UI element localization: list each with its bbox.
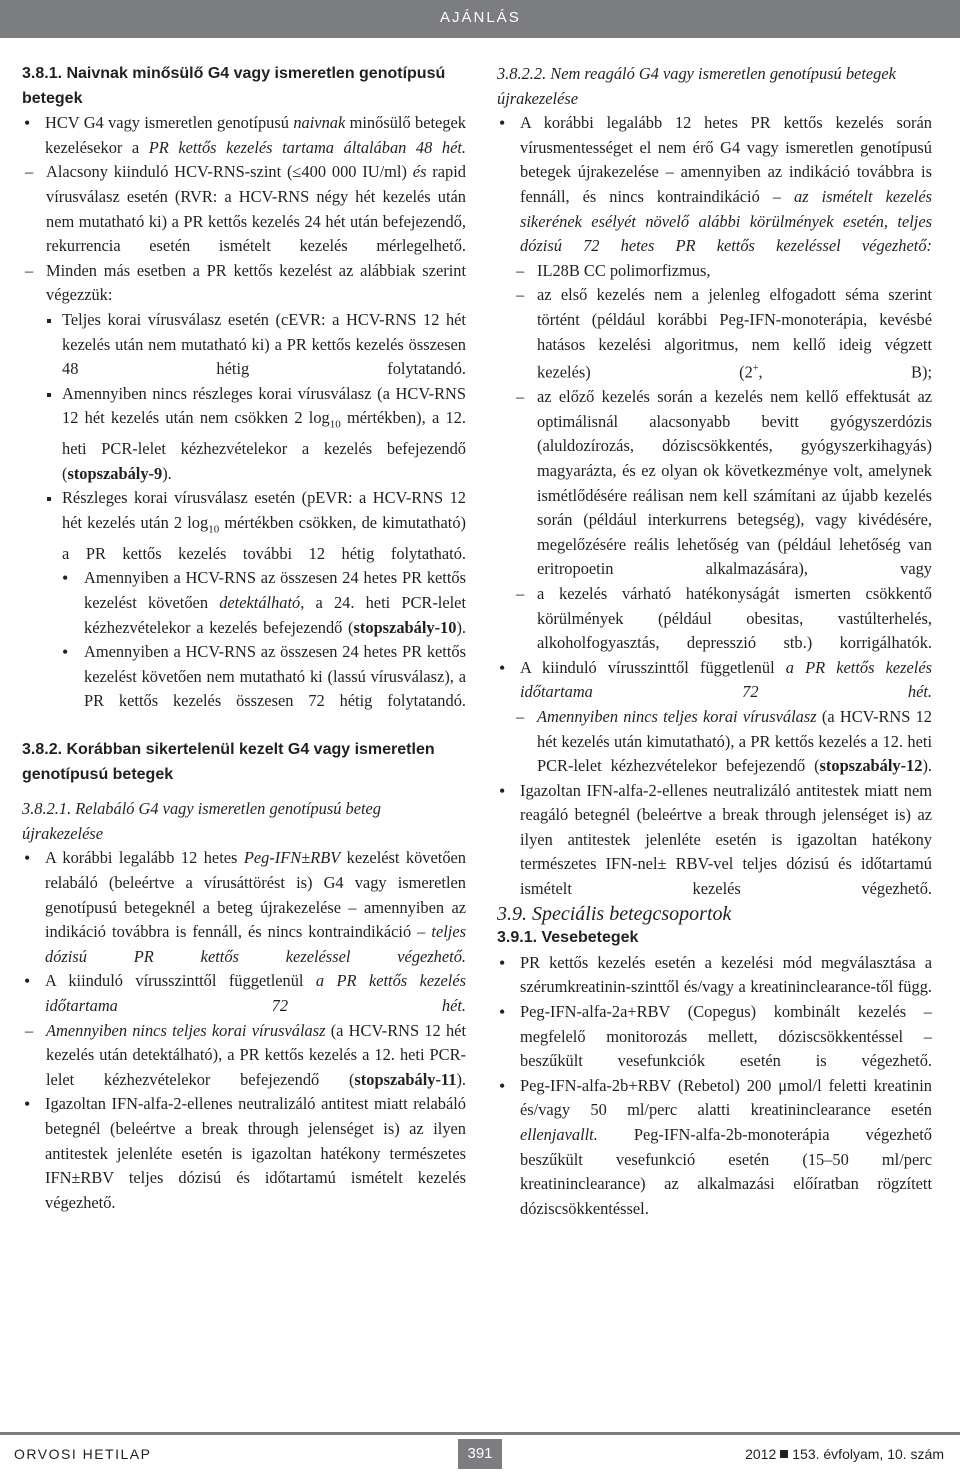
bullet-rebetol: • Peg-IFN-alfa-2b+RBV (Rebetol) 200 μmol/l feletti kreatinin és/vagy 50 ml/perc alatti kreatininclearance esetén ellenjavallt. Peg-IFN-alfa-2b-monoterápia végezhető beszűkült vesefunkció esetén (15–50 ml/perc kreatininclearance) az alkalmazási előíratban rögzített dóziscsökkentéssel. (497, 1074, 932, 1222)
bullet-copegus: • Peg-IFN-alfa-2a+RBV (Copegus) kombinált kezelés – megfelelő monitorozás mellett, dóziscsökkentéssel – beszűkült vesefunkciók esetén is végezhető. (497, 1000, 932, 1074)
bullet-g4-naive: • HCV G4 vagy ismeretlen genotípusú naivnak minősülő betegek kezelésekor a PR kettős kezelés tartama általában 48 hét. (22, 111, 466, 160)
heading-3-8-2-2: 3.8.2.2. Nem reagáló G4 vagy ismeretlen genotípusú betegek újrakezelése (497, 64, 896, 108)
top-banner (0, 0, 960, 38)
bullet-kidney-choice: • PR kettős kezelés esetén a kezelési mód megválasztása a szérumkreatinin-szinttől és/vagy a kreatininclearance-től függ. (497, 951, 932, 1000)
square-separator-icon (780, 1450, 788, 1458)
heading-3-9: 3.9. Speciális betegcsoportok (497, 902, 732, 925)
right-column (497, 62, 932, 1221)
dash-stop-12: – Amennyiben nincs teljes korai vírusválasz (a HCV-RNS 12 hét kezelés után kimutatható), a PR kettős kezelés a 12. heti PCR-lelet kézhezvételekor befejezendő (stopszabály-12). (497, 705, 932, 779)
dash-low-viral-load: – Alacsony kiinduló HCV-RNS-szint (≤400 000 IU/ml) és rapid vírusválasz esetén (RVR: a HCV-RNS négy hét kezelés után nem mutatható ki) a PR kettős kezelés 24 hét után befejezendő, rekurrencia esetén ismételt kezelés mérlegelhető. (22, 160, 466, 258)
bullet-neutralizing-antibody-nonresponse: • Igazoltan IFN-alfa-2-ellenes neutralizáló antitestek miatt nem reagáló betegnél (beleértve a break through jelenséget is) az ilyen antitestek jelenléte esetén is igazoltan hatékony természetes IFN-nel± RBV-vel teljes dózisú és időtartamú ismételt kezelés végezhető. (497, 779, 932, 902)
section-label: AJÁNLÁS (440, 9, 521, 26)
left-column (22, 62, 466, 1215)
dash-il28b: – IL28B CC polimorfizmus, (497, 259, 932, 284)
issue-info: 2012 153. évfolyam, 10. szám (745, 1446, 944, 1462)
bullet-nonresponder-retreatment: • A korábbi legalább 12 hetes PR kettős kezelés során vírusmentességet el nem érő G4 vagy ismeretlen genotípusú betegek újrakezelése – amennyiben az indikáció továbbra is fennáll, és nincs kontraindikáció – az ismételt kezelés sikerének esélyét növelő alábbi körülmények esetén, teljes dózisú 72 hetes PR kettős kezeléssel végezhető: (497, 111, 932, 259)
bullet-slow-response: • Amennyiben a HCV-RNS az összesen 24 hetes PR kettős kezelést követően nem mutatható ki (lassú vírusválasz), a PR kettős kezelés összesen 72 hétig folytatandó. (22, 640, 466, 714)
dash-correctable-factors: – a kezelés várható hatékonyságát ismerten csökkentő körülmények (például obesitas, vastúlterhelés, alkoholfogyasztás, depresszió stb.) korrigálhatók. (497, 582, 932, 656)
dash-underdosing: – az előző kezelés során a kezelés nem kellő effektusát az optimálisnál alacsonyabb bevitt gyógyszerdózis (aluldozírozás, dóziscsökkentés, gyógyszerkihagyás) magyarázta, és ez olyan ok következménye volt, amelynek ismétlődésére reálisan nem kell számítani az újabb kezelés során (például interkurrens betegség), vagy kivédésére, megelőzésére reális lehetőség van (például lehetőség van eritropoetin alkalmazására), vagy (497, 385, 932, 582)
page-number: 391 (458, 1439, 502, 1469)
bullet-relapse-retreatment: • A korábbi legalább 12 hetes Peg-IFN±RBV kezelést követően relabáló (beleértve a vírusáttörést is) G4 vagy ismeretlen genotípusú betegeknél a beteg újrakezelése – amennyiben az indikáció továbbra is fennáll, és nincs kontraindikáció – teljes dózisú PR kettős kezeléssel végezhető. (22, 846, 466, 969)
square-item-no-evr: Amennyiben nincs részleges korai vírusválasz (a HCV-RNS 12 hét kezelés után nem csökken 2 $\log_{10}$ mértékben), a 12. heti PCR-lelet kézhezvételekor a kezelés befejezendő (stopszabály-9). (22, 382, 466, 487)
bullet-nonresponder-duration: • A kiinduló vírusszinttől függetlenül a PR kettős kezelés időtartama 72 hét. (497, 656, 932, 705)
journal-name: ORVOSI HETILAP (14, 1446, 152, 1462)
dash-stop-11: – Amennyiben nincs teljes korai vírusválasz (a HCV-RNS 12 hét kezelés után detektálható), a PR kettős kezelés a 12. heti PCR-lelet kézhezvételekor befejezendő (stopszabály-11). (22, 1019, 466, 1093)
page-footer (0, 1432, 960, 1473)
bullet-neutralizing-antibody-relapse: • Igazoltan IFN-alfa-2-ellenes neutralizáló antitest miatt relabáló betegnél (beleértve a break through jelenséget is) az ilyen antitestek jelenléte esetén is igazoltan hatékony természetes IFN±RBV teljes dózisú és időtartamú ismételt kezelés végezhető. (22, 1092, 466, 1215)
heading-3-8-1: 3.8.1. Naivnak minősülő G4 vagy ismeretlen genotípusú betegek (22, 65, 446, 107)
heading-3-8-2-1: 3.8.2.1. Relabáló G4 vagy ismeretlen genotípusú beteg újrakezelése (22, 799, 382, 843)
heading-3-8-2: 3.8.2. Korábban sikertelenül kezelt G4 vagy ismeretlen genotípusú betegek (22, 741, 435, 783)
dash-other-cases: – Minden más esetben a PR kettős kezelést az alábbiak szerint végezzük: (22, 259, 466, 308)
square-item-cevr: Teljes korai vírusválasz esetén (cEVR: a HCV-RNS 12 hét kezelés után nem mutatható ki) a PR kettős kezelés összesen 48 hétig folytatandó. (22, 308, 466, 382)
square-item-pevr: Részleges korai vírusválasz esetén (pEVR: a HCV-RNS 12 hét kezelés után 2 $\log_{10}$ mértékben csökken, de kimutatható) a PR kettős kezelés további 12 hétig folytatható. (22, 486, 466, 566)
dash-first-treatment: – az első kezelés nem a jelenleg elfogadott séma szerint történt (például korábbi Peg-IFN-monoterápia, kevésbé hatásos kezelési algoritmus, nem kellő ideig végzett kezelés) (2+, B); (497, 283, 932, 385)
bullet-relapse-duration: • A kiinduló vírusszinttől függetlenül a PR kettős kezelés időtartama 72 hét. (22, 969, 466, 1018)
heading-3-9-1: 3.9.1. Vesebetegek (497, 929, 639, 947)
bullet-detectable: • Amennyiben a HCV-RNS az összesen 24 hetes PR kettős kezelést követően detektálható, a 24. heti PCR-lelet kézhezvételekor a kezelés befejezendő (stopszabály-10). (22, 566, 466, 640)
